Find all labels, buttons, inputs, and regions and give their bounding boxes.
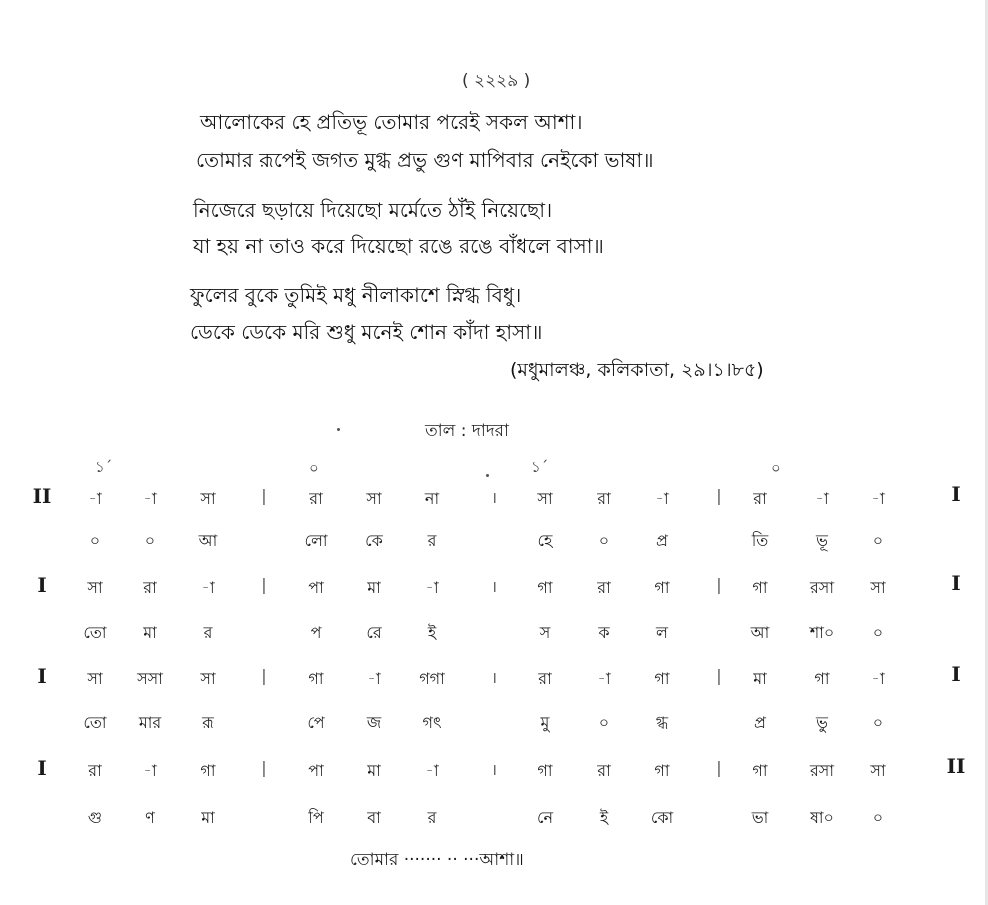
stray-mark [337,428,340,431]
swara-note: -া [425,761,439,780]
lyric-syllable: কে [365,531,383,550]
lyric-syllable: জ [366,713,382,732]
lyric-syllable: ভূ [816,531,828,550]
swara-note: গা [752,578,768,597]
lyric-syllable: ভু [816,713,828,732]
swara-note: মা [367,578,381,597]
lyric-syllable: ০ [598,531,610,550]
swara-note: গা [308,669,324,688]
beat-divider: | [716,666,722,685]
lyric-syllable: র [427,531,437,550]
swara-note: গা [200,761,216,780]
beat-divider: | [716,575,722,594]
lyric-syllable: মু [540,713,550,732]
lyric-syllable: আ [750,623,770,642]
lyric-syllable: ষা০ [810,808,834,827]
lyric-syllable: ০ [872,623,884,642]
lyric-syllable: তো [83,713,107,732]
swara-note: রা [597,761,611,780]
swara-note: সা [870,761,886,780]
lyric-syllable: লো [304,531,328,550]
lyric-syllable: ০ [872,713,884,732]
swara-note: সা [87,669,103,688]
lyric-syllable: পে [307,713,325,732]
swara-note: -া [201,578,215,597]
lyric-syllable: প্র [656,531,668,550]
beat-divider: | [261,758,267,777]
swara-note: মা [367,761,381,780]
bar-line-end: I [951,482,961,506]
lyric-syllable: ০ [89,531,101,550]
lyric-syllable: ভা [751,808,769,827]
lyric-syllable: মার [138,713,162,732]
beat-divider: । [490,760,498,779]
beat-mark: ০ [309,459,319,477]
lyric-syllable: ই [427,623,437,642]
swara-note: পা [308,761,324,780]
swara-note: -া [871,669,885,688]
bar-line-end: I [951,662,961,686]
swara-note: সা [366,489,382,508]
swara-note: -া [367,669,381,688]
swara-note: রা [753,489,767,508]
lyric-syllable: প্র [754,713,766,732]
lyric-line: ফুলের বুকে তুমিই মধু নীলাকাশে স্নিগ্ধ বিধু। [190,283,522,307]
swara-note: -া [143,489,157,508]
lyric-syllable: ল [656,623,668,642]
swara-note: গা [537,761,553,780]
swara-note: -া [143,761,157,780]
bar-line-start: II [32,484,52,508]
song-number: ( ২২২৯ ) [462,71,531,91]
swara-note: সা [200,489,216,508]
lyric-syllable: তি [751,531,769,550]
beat-mark: ১´ [531,458,549,476]
lyric-syllable: রে [366,623,382,642]
swara-note: -া [425,578,439,597]
bar-line-start: I [37,756,47,780]
swara-note: রা [88,761,102,780]
lyric-syllable: র [203,623,213,642]
lyric-line: নিজেরে ছড়ায়ে দিয়েছো মর্মেতে ঠাঁই নিয়েছো। [193,198,553,222]
swara-note: সা [870,578,886,597]
composition-credit: (মধুমালঞ্চ, কলিকাতা, ২৯।১।৮৫) [510,359,764,381]
lyric-syllable: কো [650,808,674,827]
swara-note: গা [654,578,670,597]
lyric-syllable: গু [87,808,103,827]
beat-mark: ১´ [95,458,113,476]
lyric-syllable: ক [598,623,610,642]
swara-note: গা [814,669,830,688]
swara-note: পা [308,578,324,597]
beat-divider: | [716,758,722,777]
bar-line-end: I [951,571,961,595]
lyric-syllable: ০ [872,808,884,827]
lyric-line: যা হয় না তাও করে দিয়েছো রঙে রঙে বাঁধলে বাসা॥ [193,234,604,258]
swara-note: সসা [137,669,163,688]
lyric-line: তোমার রূপেই জগত মুগ্ধ প্রভু গুণ মাপিবার নেইকো ভাষা॥ [196,148,654,172]
swara-note: মা [753,669,767,688]
bar-line-start: I [37,664,47,688]
swara-note: রা [309,489,323,508]
beat-divider: । [490,668,498,687]
lyric-syllable: শা০ [809,623,835,642]
swara-note: না [424,489,440,508]
swara-note: -া [597,669,611,688]
beat-divider: | [261,666,267,685]
lyric-syllable: গৎ [422,713,442,732]
lyric-syllable: তো [83,623,107,642]
lyric-syllable: পি [308,808,324,827]
taal-label: তাল : দাদরা [425,421,509,441]
swara-note: গগা [419,669,445,688]
beat-divider: | [716,486,722,505]
lyric-syllable: মা [143,623,157,642]
swara-note: রা [143,578,157,597]
lyric-line: আলোকের হে প্রতিভূ তোমার পরেই সকল আশা। [200,110,583,134]
swara-note: -া [815,489,829,508]
beat-divider: । [490,577,498,596]
swara-note: রা [597,578,611,597]
lyric-syllable: আ [198,531,218,550]
swara-note: সা [200,669,216,688]
beat-divider: | [261,486,267,505]
lyric-syllable: স [539,623,551,642]
lyric-syllable: ০ [598,713,610,732]
lyric-syllable: র [427,808,437,827]
closing-line: তোমার ······· ·· ···আশা॥ [350,850,524,870]
swara-note: রসা [809,578,835,597]
lyric-syllable: গ্ধ [655,713,669,732]
swara-note: সা [537,489,553,508]
lyric-syllable: নে [536,808,554,827]
swara-note: রা [538,669,552,688]
beat-divider: । [490,488,498,507]
swara-note: রা [597,489,611,508]
swara-note: সা [87,578,103,597]
swara-note: গা [654,669,670,688]
lyric-syllable: ণ [145,808,155,827]
bar-line-start: I [37,573,47,597]
swara-note: -া [88,489,102,508]
lyric-syllable: বা [367,808,381,827]
swara-note: গা [654,761,670,780]
lyric-syllable: রূ [202,713,214,732]
swara-note: গা [752,761,768,780]
swara-note: গা [537,578,553,597]
lyric-syllable: ০ [144,531,156,550]
swara-note: -া [871,489,885,508]
beat-mark: ০ [771,459,781,477]
bar-line-end: II [946,754,966,778]
lyric-syllable: প [310,623,322,642]
swara-note: -া [655,489,669,508]
stray-mark [486,474,489,477]
lyric-syllable: ০ [872,531,884,550]
lyric-syllable: ই [599,808,609,827]
swara-note: রসা [809,761,835,780]
lyric-syllable: হে [537,531,553,550]
beat-divider: | [261,575,267,594]
lyric-syllable: মা [201,808,215,827]
lyric-line: ডেকে ডেকে মরি শুধু মনেই শোন কাঁদা হাসা॥ [190,320,543,344]
